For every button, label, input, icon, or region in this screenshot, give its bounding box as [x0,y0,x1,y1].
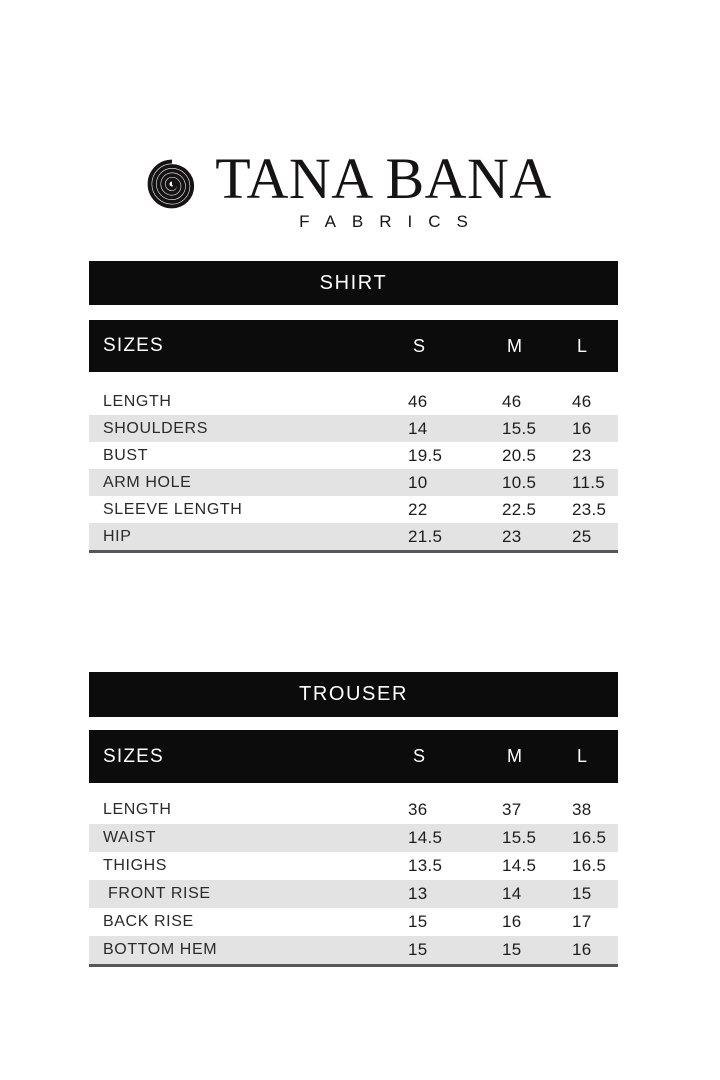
trouser-section-title: TROUSER [299,683,408,705]
brand-name: TANA BANA [215,146,552,211]
value-s: 19.5 [408,445,443,465]
table-row [89,496,618,523]
value-l: 46 [572,391,592,411]
value-m: 46 [502,391,522,411]
table-row [89,936,618,964]
shirt-section-title-bar [89,261,618,305]
value-m: 23 [502,526,522,546]
row-label: BACK RISE [103,913,194,930]
value-m: 15.5 [502,828,537,847]
value-s: 15 [408,912,428,931]
row-label: LENGTH [103,801,172,818]
value-m: 10.5 [502,472,537,492]
value-m: 16 [502,912,522,931]
row-label: ARM HOLE [103,473,192,491]
value-l: 38 [572,800,592,819]
value-l: 15 [572,884,592,903]
value-l: 11.5 [572,472,606,492]
trouser-sizes-header-bar [89,730,618,783]
value-m: 37 [502,800,522,819]
shirt-sizes-header-bar [89,320,618,372]
shirt-column-m: M [507,335,522,356]
table-row [89,880,618,908]
value-l: 16 [572,418,592,438]
table-row [89,796,618,824]
value-l: 16.5 [572,828,607,847]
value-s: 14.5 [408,828,443,847]
value-l: 25 [572,526,592,546]
trouser-sizes-label: SIZES [103,745,164,767]
row-label: BUST [103,446,149,464]
shirt-section-title: SHIRT [319,272,388,294]
value-m: 14 [502,884,522,903]
row-label: BOTTOM HEM [103,941,218,958]
shirt-measurements-table [89,388,618,553]
table-row [89,388,618,415]
value-s: 13.5 [408,856,443,875]
value-m: 20.5 [502,445,537,465]
brand-logo [0,146,708,232]
value-l: 23 [572,445,592,465]
spiral-icon [144,156,200,212]
table-row [89,824,618,852]
value-s: 21.5 [408,526,443,546]
trouser-column-m: M [507,746,522,766]
shirt-column-s: S [413,335,426,356]
value-m: 15 [502,940,522,959]
value-l: 23.5 [572,499,607,519]
brand-subtitle: FABRICS [299,212,484,231]
value-s: 13 [408,884,428,903]
value-m: 22.5 [502,499,537,519]
row-label: HIP [103,527,132,545]
row-label: THIGHS [103,857,168,874]
table-row [89,523,618,550]
shirt-column-l: L [577,335,588,356]
value-s: 46 [408,391,428,411]
value-s: 36 [408,800,428,819]
value-s: 15 [408,940,428,959]
trouser-column-l: L [577,746,588,766]
row-label: LENGTH [103,392,172,410]
row-label: SLEEVE LENGTH [103,500,243,518]
table-row [89,442,618,469]
row-label: WAIST [103,829,157,846]
shirt-sizes-label: SIZES [103,335,164,356]
value-l: 17 [572,912,592,931]
table-row [89,852,618,880]
trouser-measurements-table [89,796,618,967]
table-bottom-border [89,550,618,553]
trouser-column-s: S [413,746,426,766]
trouser-section-title-bar [89,672,618,717]
value-l: 16 [572,940,592,959]
value-s: 10 [408,472,428,492]
value-l: 16.5 [572,856,607,875]
table-row [89,415,618,442]
row-label: FRONT RISE [103,885,211,902]
row-label: SHOULDERS [103,419,208,437]
value-m: 14.5 [502,856,537,875]
table-bottom-border [89,964,618,967]
brand-text [215,146,552,232]
value-s: 14 [408,418,428,438]
table-row [89,469,618,496]
table-row [89,908,618,936]
value-s: 22 [408,499,428,519]
value-m: 15.5 [502,418,537,438]
